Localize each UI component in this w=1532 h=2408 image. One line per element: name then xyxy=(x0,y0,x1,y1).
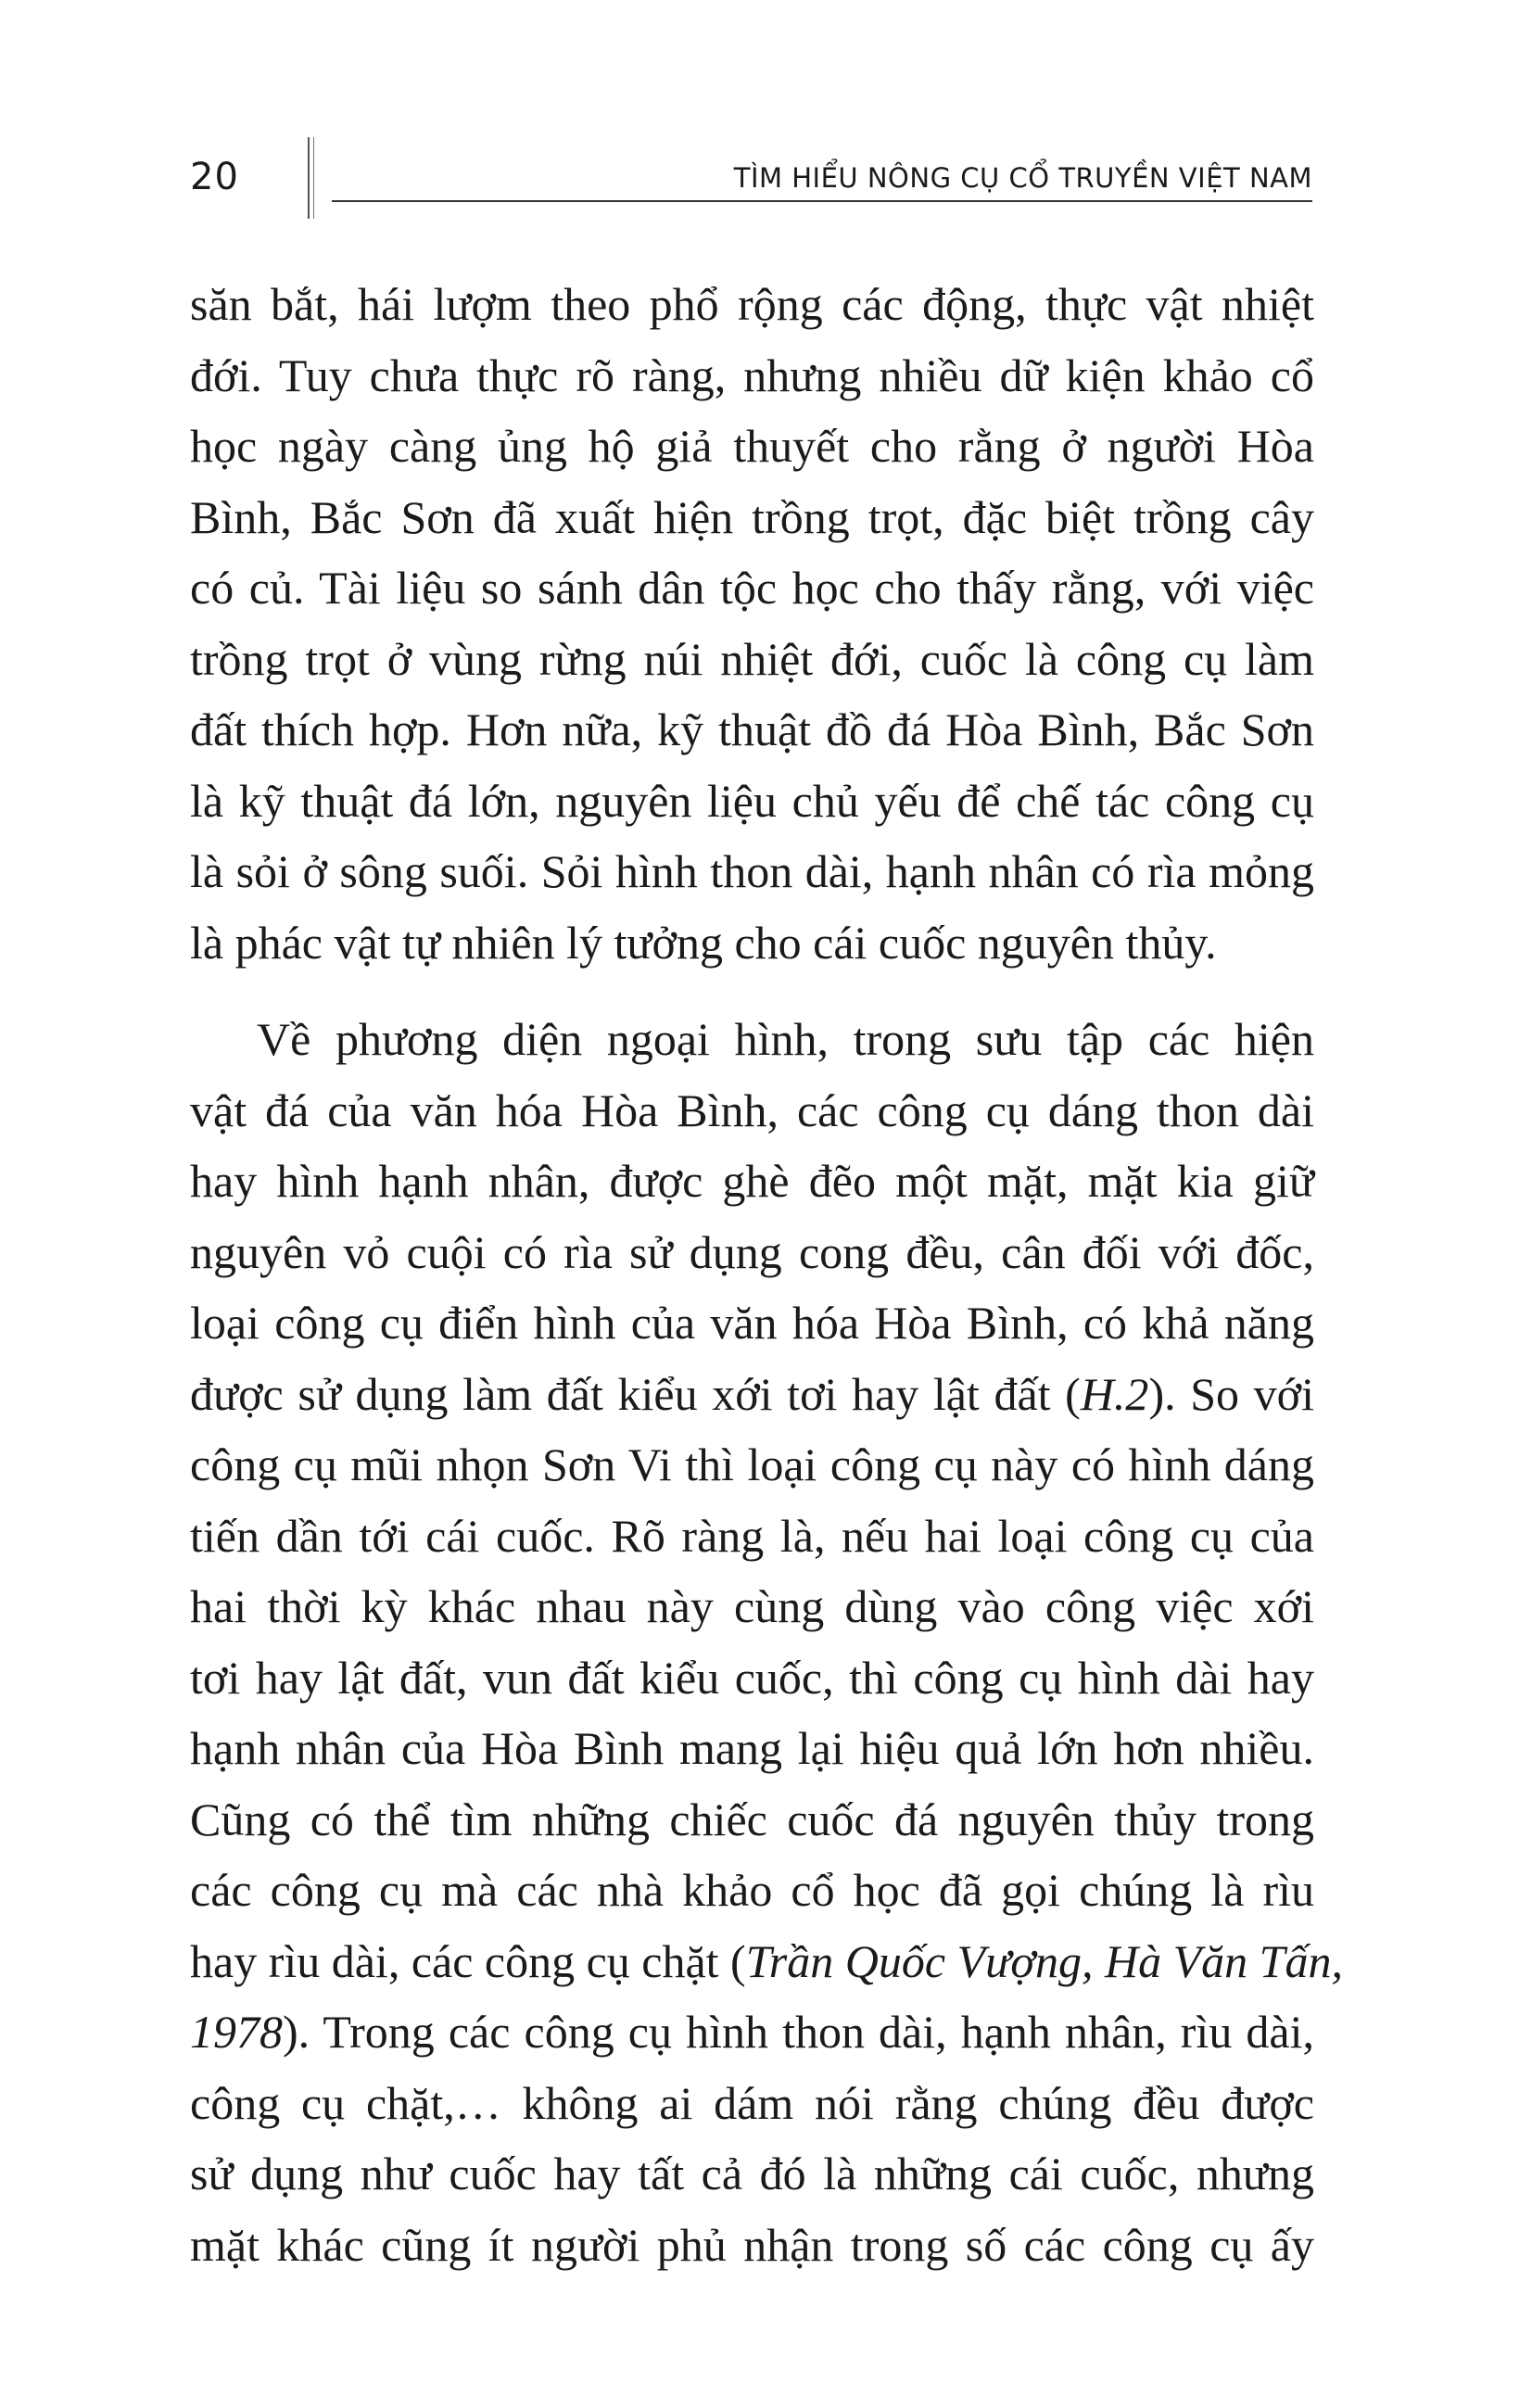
text-line: trồng trọt ở vùng rừng núi nhiệt đới, cuốc là công cụ làm xyxy=(190,632,1314,685)
text-line: công cụ chặt,… không ai dám nói rằng chúng đều được xyxy=(190,2076,1314,2129)
citation-year: 1978 xyxy=(190,2006,283,2058)
text-line: là phác vật tự nhiên lý tưởng cho cái cuốc nguyên thủy. xyxy=(190,916,1217,969)
text-line: Cũng có thể tìm những chiếc cuốc đá nguyên thủy trong xyxy=(190,1793,1314,1845)
text-line xyxy=(190,1926,1343,1997)
text-line: hạnh nhân của Hòa Bình mang lại hiệu quả lớn hơn nhiều. xyxy=(190,1722,1314,1774)
text-line: hai thời kỳ khác nhau này cùng dùng vào công việc xới xyxy=(190,1580,1314,1632)
text-line: học ngày càng ủng hộ giả thuyết cho rằng ở người Hòa xyxy=(190,420,1314,472)
text-line: là kỹ thuật đá lớn, nguyên liệu chủ yếu để chế tác công cụ xyxy=(190,774,1314,827)
body-text xyxy=(190,269,1343,2280)
text-line: mặt khác cũng ít người phủ nhận trong số các công cụ ấy xyxy=(190,2218,1314,2271)
text-line: sử dụng như cuốc hay tất cả đó là những cái cuốc, nhưng xyxy=(190,2148,1314,2199)
paragraph-2 xyxy=(190,1004,1343,2280)
text-segment: ). Trong các công cụ hình thon dài, hạnh nhân, rìu dài, xyxy=(283,2006,1314,2058)
text-line: tơi hay lật đất, vun đất kiểu cuốc, thì công cụ hình dài hay xyxy=(190,1651,1314,1704)
text-line: săn bắt, hái lượm theo phổ rộng các động, thực vật nhiệt xyxy=(190,278,1314,330)
text-line: công cụ mũi nhọn Sơn Vi thì loại công cụ này có hình dáng xyxy=(190,1438,1314,1490)
text-line: tiến dần tới cái cuốc. Rõ ràng là, nếu hai loại công cụ của xyxy=(190,1509,1314,1562)
text-line xyxy=(190,1996,1314,2068)
text-segment: ). So với xyxy=(1148,1367,1314,1420)
page-number: 20 xyxy=(190,156,239,198)
running-head: TÌM HIỂU NÔNG CỤ CỔ TRUYỀN VIỆT NAM xyxy=(733,162,1312,194)
text-segment: hay rìu dài, các công cụ chặt ( xyxy=(190,1934,746,1987)
paragraph-1 xyxy=(190,269,1314,978)
text-line: đất thích hợp. Hơn nữa, kỹ thuật đồ đá Hòa Bình, Bắc Sơn xyxy=(190,703,1314,755)
figure-reference: H.2 xyxy=(1080,1367,1149,1420)
text-line xyxy=(190,1359,1314,1430)
header-vertical-divider xyxy=(308,137,310,219)
text-line: là sỏi ở sông suối. Sỏi hình thon dài, hạnh nhân có rìa mỏng xyxy=(190,845,1314,897)
header-rule xyxy=(332,200,1312,202)
text-line: nguyên vỏ cuội có rìa sử dụng cong đều, cân đối với đốc, xyxy=(190,1225,1314,1278)
text-line: vật đá của văn hóa Hòa Bình, các công cụ dáng thon dài xyxy=(190,1084,1314,1136)
text-line: hay hình hạnh nhân, được ghè đẽo một mặt, mặt kia giữ xyxy=(190,1155,1314,1207)
citation-authors: Trần Quốc Vượng, Hà Văn Tấn, xyxy=(745,1934,1343,1987)
text-line: Về phương diện ngoại hình, trong sưu tập các hiện xyxy=(257,1013,1314,1065)
text-line: loại công cụ điển hình của văn hóa Hòa Bình, có khả năng xyxy=(190,1297,1314,1349)
text-line: các công cụ mà các nhà khảo cổ học đã gọi chúng là rìu xyxy=(190,1864,1314,1916)
text-line: đới. Tuy chưa thực rõ ràng, nhưng nhiều dữ kiện khảo cổ xyxy=(190,349,1314,401)
text-line: có củ. Tài liệu so sánh dân tộc học cho thấy rằng, với việc xyxy=(190,562,1314,614)
text-segment: được sử dụng làm đất kiểu xới tơi hay lật đất ( xyxy=(190,1367,1081,1420)
text-line: Bình, Bắc Sơn đã xuất hiện trồng trọt, đặc biệt trồng cây xyxy=(190,490,1314,543)
